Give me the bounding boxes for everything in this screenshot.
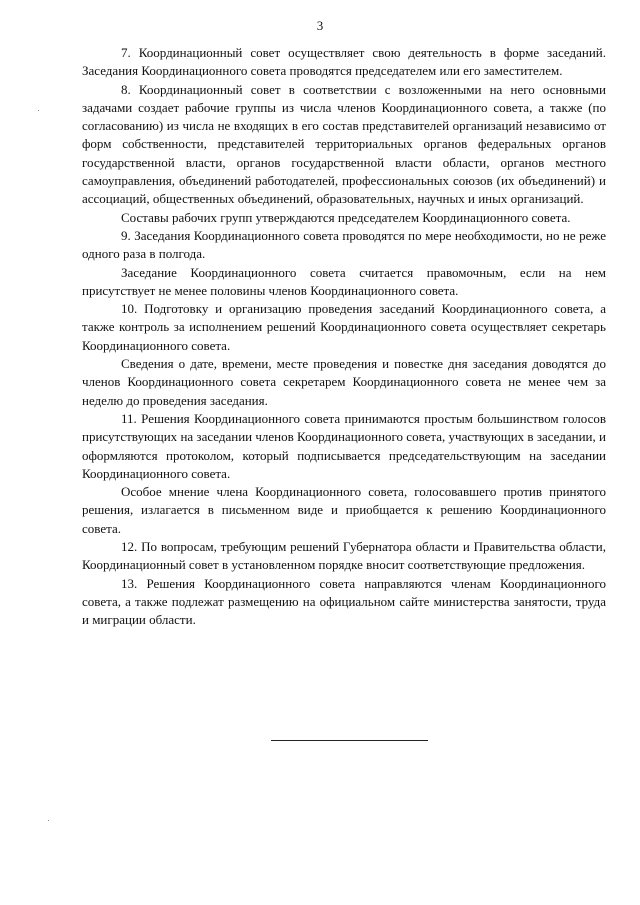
paragraph-9-quorum: Заседание Координационного совета считается правомочным, если на нем присутствует не менее половины членов Координационного совета. [82, 264, 606, 298]
end-of-text-rule [271, 740, 428, 741]
paragraph-11-dissent: Особое мнение члена Координационного совета, голосовавшего против принятого решения, излагается в письменном виде и приобщается к решению Координационного совета. [82, 484, 606, 536]
paragraph-10: 10. Подготовку и организацию проведения заседаний Координационного совета, а также контроль за исполнением решений Координационного совета осуществляет секретарь Координационного совета. [82, 301, 606, 353]
scan-dot [38, 110, 39, 111]
paragraph-12: 12. По вопросам, требующим решений Губернатора области и Правительства области, Координационный совет в установленном порядке вносит соответствующие предложения. [82, 539, 606, 573]
scan-dot [48, 820, 49, 821]
document-body [82, 44, 606, 630]
page-number: 3 [316, 18, 324, 33]
paragraph-8-working-groups: Составы рабочих групп утверждаются председателем Координационного совета. [121, 209, 571, 225]
paragraph-9: 9. Заседания Координационного совета проводятся по мере необходимости, но не реже одного раза в полгода. [82, 227, 606, 262]
paragraph-10-notice: Сведения о дате, времени, месте проведения и повестке дня заседания доводятся до членов Координационного совета секретарем Координационного совета не менее чем за неделю до проведения заседания. [82, 356, 606, 408]
paragraph-7: 7. Координационный совет осуществляет свою деятельность в форме заседаний. Заседания Координационного совета проводятся председателем или его заместителем. [82, 45, 606, 79]
paragraph-8: 8. Координационный совет в соответствии с возложенными на него основными задачами создает рабочие группы из числа членов Координационного совета, а также (по согласованию) из числа не входящих в его состав представителей организаций независимо от форм собственности, представителей территориальных органов федеральных органов государственной власти, органов государственной власти области, органов местного самоуправления, объединений работодателей, профессиональных союзов (их объединений) и ассоциаций, общественных объединений, образовательных, научных и иных организаций. [82, 81, 606, 207]
paragraph-11: 11. Решения Координационного совета принимаются простым большинством голосов присутствующих на заседании членов Координационного совета, участвующих в заседании, и оформляются протоколом, который подписывается председательствующим на заседании Координационного совета. [82, 410, 606, 481]
paragraph-13: 13. Решения Координационного совета направляются членам Координационного совета, а также подлежат размещению на официальном сайте министерства занятости, труда и миграции области. [82, 575, 606, 628]
